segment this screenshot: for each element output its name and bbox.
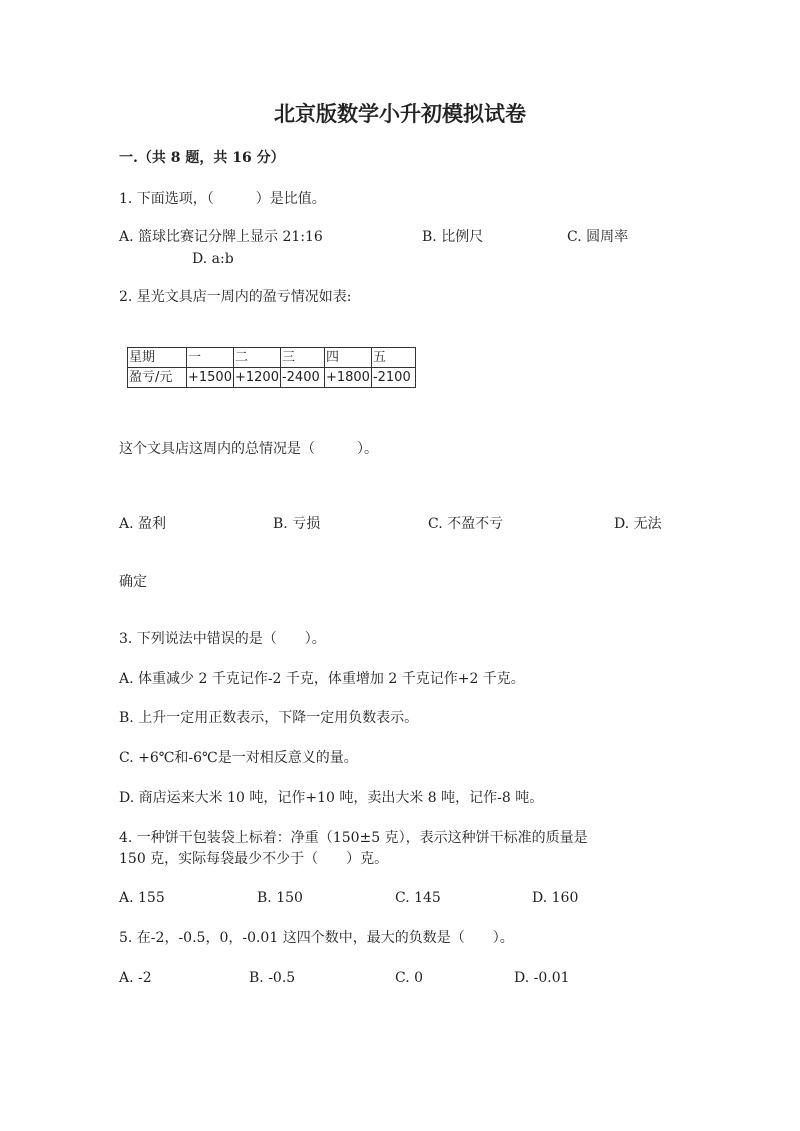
table-cell: -2400 xyxy=(280,368,324,388)
table-cell: +1200 xyxy=(233,368,280,388)
q5-option-a: A. -2 xyxy=(119,970,152,986)
q3-stem: 3. 下列说法中错误的是（ ）。 xyxy=(119,631,326,647)
q3-option-b: B. 上升一定用正数表示，下降一定用负数表示。 xyxy=(119,710,419,726)
q4-option-c: C. 145 xyxy=(395,890,441,906)
table-cell: 二 xyxy=(233,348,280,368)
q2-option-d: D. 无法 xyxy=(614,516,662,532)
table-cell: 三 xyxy=(280,348,324,368)
q1-option-a: A. 篮球比赛记分牌上显示 21:16 xyxy=(119,229,323,245)
table-cell: -2100 xyxy=(371,368,415,388)
q3-option-d: D. 商店运来大米 10 吨，记作+10 吨，卖出大米 8 吨，记作-8 吨。 xyxy=(119,790,544,806)
table-cell: 一 xyxy=(187,348,234,368)
q3-option-a: A. 体重减少 2 千克记作-2 千克，体重增加 2 千克记作+2 千克。 xyxy=(119,671,525,687)
q4-stem-line2: 150 克，实际每袋最少不少于（ ）克。 xyxy=(119,851,389,867)
table-cell: +1800 xyxy=(324,368,371,388)
q1-option-c: C. 圆周率 xyxy=(567,229,629,245)
q2-option-b: B. 亏损 xyxy=(273,516,321,532)
table-row xyxy=(128,368,416,388)
q3-option-c: C. +6℃和-6℃是一对相反意义的量。 xyxy=(119,750,358,766)
q5-stem: 5. 在-2，-0.5，0，-0.01 这四个数中，最大的负数是（ ）。 xyxy=(119,930,514,946)
q5-option-d: D. -0.01 xyxy=(514,970,570,986)
section-heading: 一.（共 8 题，共 16 分） xyxy=(119,150,285,166)
q1-option-b: B. 比例尺 xyxy=(422,229,484,245)
table-cell: 盈亏/元 xyxy=(128,368,187,388)
table-cell: 五 xyxy=(371,348,415,368)
q2-option-a: A. 盈利 xyxy=(119,516,167,532)
q4-option-a: A. 155 xyxy=(119,890,165,906)
table-row xyxy=(128,348,416,368)
table-cell: 星期 xyxy=(128,348,187,368)
table-cell: +1500 xyxy=(187,368,234,388)
q1-option-d: D. a:b xyxy=(192,251,234,267)
q1-stem: 1. 下面选项，（ ）是比值。 xyxy=(119,191,326,207)
q4-option-d: D. 160 xyxy=(532,890,579,906)
q2-option-d-continued: 确定 xyxy=(119,574,147,590)
q5-option-c: C. 0 xyxy=(395,970,424,986)
q4-option-b: B. 150 xyxy=(257,890,303,906)
profit-loss-table xyxy=(127,347,416,388)
q2-stem: 2. 星光文具店一周内的盈亏情况如表: xyxy=(119,289,352,305)
q5-option-b: B. -0.5 xyxy=(249,970,296,986)
table-cell: 四 xyxy=(324,348,371,368)
q4-stem-line1: 4. 一种饼干包装袋上标着：净重（150±5 克），表示这种饼干标准的质量是 xyxy=(119,830,588,846)
q2-option-c: C. 不盈不亏 xyxy=(428,516,504,532)
q2-question: 这个文具店这周内的总情况是（ ）。 xyxy=(119,441,378,457)
exam-title: 北京版数学小升初模拟试卷 xyxy=(274,101,526,126)
